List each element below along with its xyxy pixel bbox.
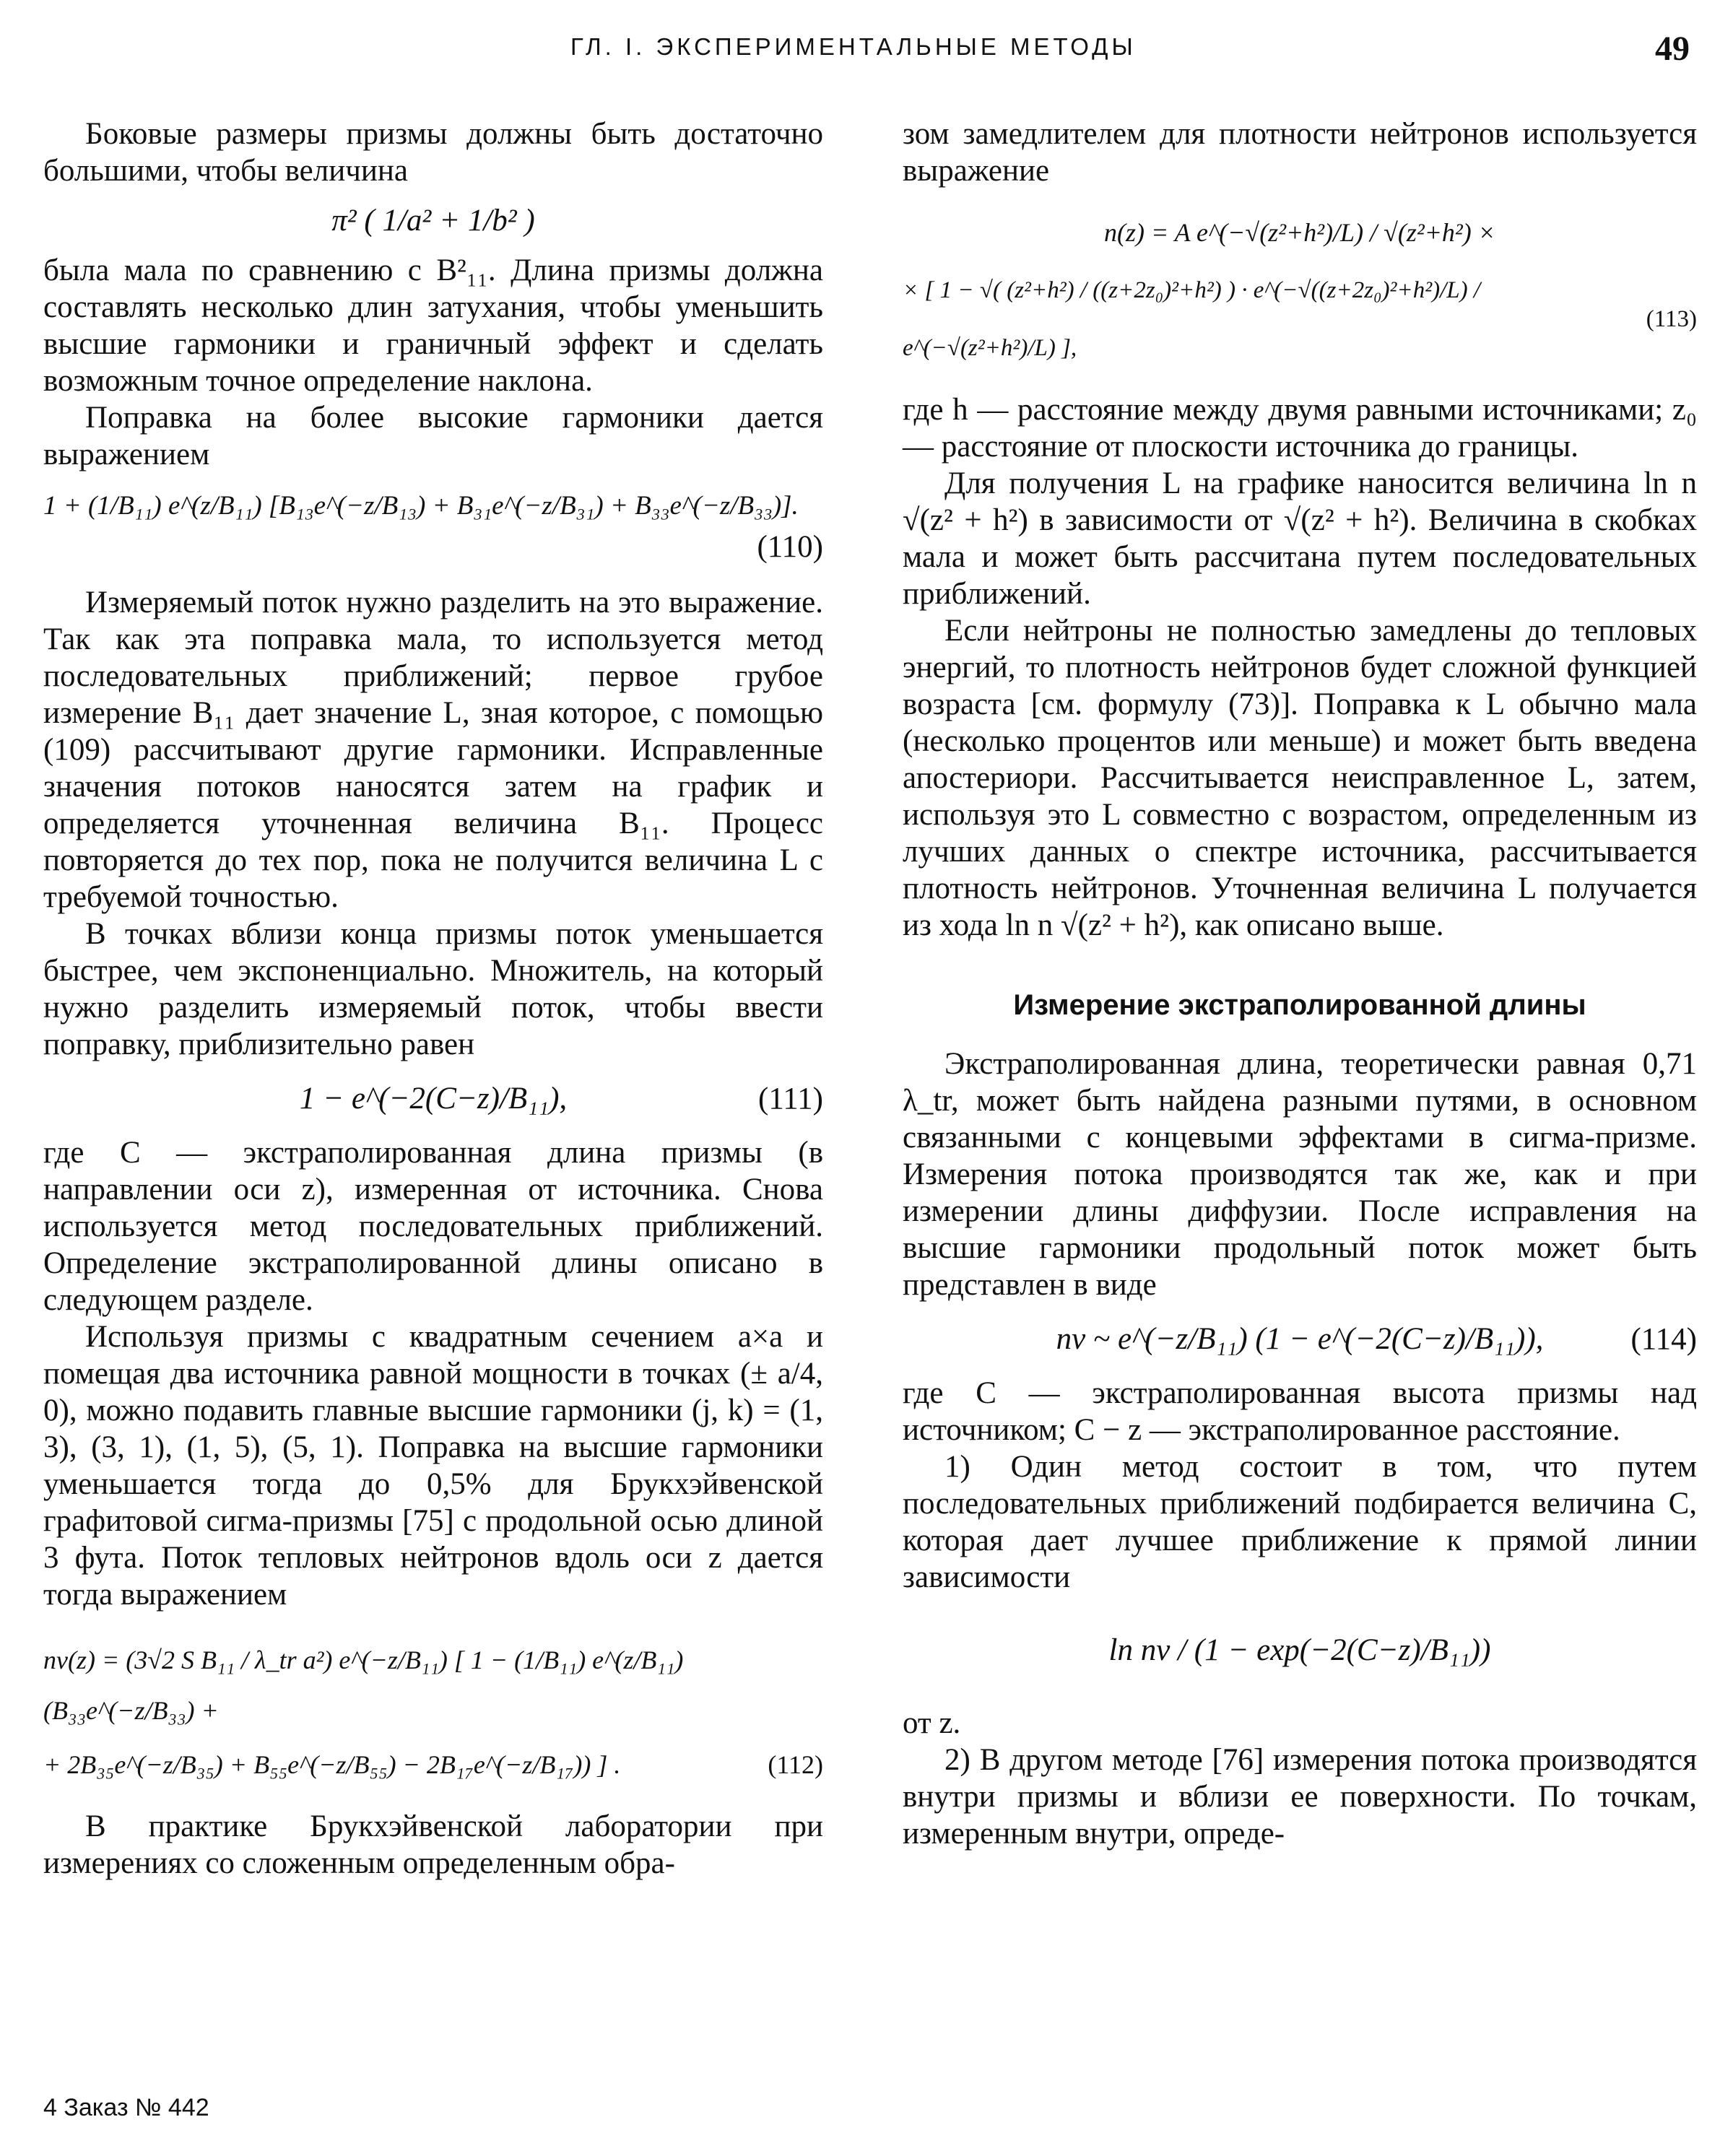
equation-body: 1 + (1/B₁₁) e^(z/B₁₁) [B₁₃e^(−z/B₁₃) + B₃₁e^(−z/B₃₁) + B₃₃e^(−z/B₃₃)]. xyxy=(43,491,799,521)
left-column xyxy=(43,116,823,1882)
equation-114 xyxy=(903,1321,1697,1357)
signature-mark: 4 Заказ № 442 xyxy=(43,2094,209,2121)
equation-112 xyxy=(43,1635,823,1794)
paragraph: 1) Один метод состоит в том, что путем последовательных приближений подбирается величина C, которая дает лучшее приближение к прямой линии зависимости xyxy=(903,1450,1697,1594)
paragraph: где C — экстраполированная длина призмы (в направлении оси z), измеренная от источника. Снова используется метод последовательных приближений. Определение экстраполированной длины описано в следующем разделе. xyxy=(43,1136,823,1317)
equation-body-line1: nv(z) = (3√2 S B₁₁ / λ_tr a²) e^(−z/B₁₁) [ 1 − (1/B₁₁) e^(z/B₁₁)(B₃₃e^(−z/B₃₃) + xyxy=(43,1646,684,1725)
paragraph: Если нейтроны не полностью замедлены до тепловых энергий, то плотность нейтронов будет сложной функцией возраста [см. формулу (73)]. Поправка к L обычно мала (несколько процентов или меньше) и может быть введена апостериори. Рассчитывается неисправленное L, затем, используя это L совместно с возрастом, определенным из лучших данных о спектре источника, рассчитывается плотность нейтронов. Уточненная величина L получается из хода ln n √(z² + h²), как описано выше. xyxy=(903,614,1697,942)
equation-111 xyxy=(43,1080,823,1117)
equation: π² ( 1/a² + 1/b² ) xyxy=(331,204,535,238)
equation-body-line1: n(z) = A e^(−√(z²+h²)/L) / √(z²+h²) × xyxy=(1104,218,1495,247)
equation-body: nv ~ e^(−z/B₁₁) (1 − e^(−2(C−z)/B₁₁)), xyxy=(1056,1322,1544,1356)
paragraph: была мала по сравнению с B²₁₁. Длина призмы должна составлять несколько длин затухания, чтобы уменьшить высшие гармоники и граничный эффект и сделать возможным точное определение наклона. xyxy=(43,253,823,398)
paragraph: где h — расстояние между двумя равными источниками; z₀ — расстояние от плоскости источника до границы. xyxy=(903,393,1697,464)
paragraph: В практике Брукхэйвенской лаборатории при измерениях со сложенным определенным обра- xyxy=(43,1809,823,1880)
equation-number: (112) xyxy=(768,1750,823,1779)
equation-body-line2: + 2B₃₅e^(−z/B₃₅) + B₅₅e^(−z/B₅₅) − 2B₁₇e^(−z/B₁₇)) ] . xyxy=(43,1750,621,1779)
paragraph: Используя призмы с квадратным сечением a×a и помещая два источника равной мощности в точках (± a/4, 0), можно подавить главные высшие гармоники (j, k) = (1, 3), (3, 1), (1, 5), (5, 1). Поправка на высшие гармоники уменьшается тогда до 0,5% для Брукхэйвенской графитовой сигма-призмы [75] с продольной осью длиной 3 фута. Поток тепловых нейтронов вдоль оси z дается тогда выражением xyxy=(43,1320,823,1612)
paragraph: Боковые размеры призмы должны быть достаточно большими, чтобы величина xyxy=(43,117,823,188)
paragraph: зом замедлителем для плотности нейтронов используется выражение xyxy=(903,117,1697,188)
paragraph: Измеряемый поток нужно разделить на это выражение. Так как эта поправка мала, то используется метод последовательных приближений; первое грубое измерение B₁₁ дает значение L, зная которое, с помощью (109) рассчитывают другие гармоники. Исправленные значения потоков наносятся затем на график и определяется уточненная величина B₁₁. Процесс повторяется до тех пор, пока не получится величина L с требуемой точностью. xyxy=(43,586,823,914)
paragraph: Экстраполированная длина, теоретически равная 0,71 λ_tr, может быть найдена разными путями, в основном связанными с концевыми эффектами в сигма-призме. Измерения потока производятся так же, как и при измерении длины диффузии. После исправления на высшие гармоники продольный поток может быть представлен в виде xyxy=(903,1047,1697,1302)
section-heading: Измерение экстраполированной длины xyxy=(1013,989,1586,1021)
paragraph: 2) В другом методе [76] измерения потока производятся внутри призмы и вблизи ее поверхности. По точкам, измеренным внутри, опреде- xyxy=(903,1743,1697,1851)
equation-body: 1 − e^(−2(C−z)/B₁₁), xyxy=(299,1082,568,1116)
paragraph: от z. xyxy=(903,1706,961,1740)
equation-number: (111) xyxy=(758,1082,823,1116)
running-header xyxy=(0,29,1733,72)
equation-110 xyxy=(43,487,823,565)
page-number: 49 xyxy=(1655,30,1690,68)
equation-body-line2: × [ 1 − √( (z²+h²) / ((z+2z₀)²+h²) ) · e^(−√((z+2z₀)²+h²)/L) / e^(−√(z²+h²)/L) ], xyxy=(903,277,1481,361)
equation-ln: ln nv / (1 − exp(−2(C−z)/B₁₁)) xyxy=(1108,1633,1491,1667)
paragraph: В точках вблизи конца призмы поток уменьшается быстрее, чем экспоненциально. Множитель, на который нужно разделить измеряемый поток, чтобы ввести поправку, приблизительно равен xyxy=(43,917,823,1061)
paragraph: где C — экстраполированная высота призмы над источником; C − z — экстраполированное расстояние. xyxy=(903,1376,1697,1447)
equation-number: (113) xyxy=(1646,306,1697,332)
equation-number: (110) xyxy=(757,530,823,564)
equation-number: (114) xyxy=(1630,1322,1697,1356)
chapter-title: ГЛ. I. ЭКСПЕРИМЕНТАЛЬНЫЕ МЕТОДЫ xyxy=(570,33,1137,60)
equation-113 xyxy=(903,204,1697,377)
right-column xyxy=(903,116,1697,1852)
paragraph: Для получения L на графике наносится величина ln n √(z² + h²) в зависимости от √(z² + h²). Величина в скобках мала и может быть рассчитана путем последовательных приближений. xyxy=(903,466,1697,611)
paragraph: Поправка на более высокие гармоники дается выражением xyxy=(43,401,823,471)
